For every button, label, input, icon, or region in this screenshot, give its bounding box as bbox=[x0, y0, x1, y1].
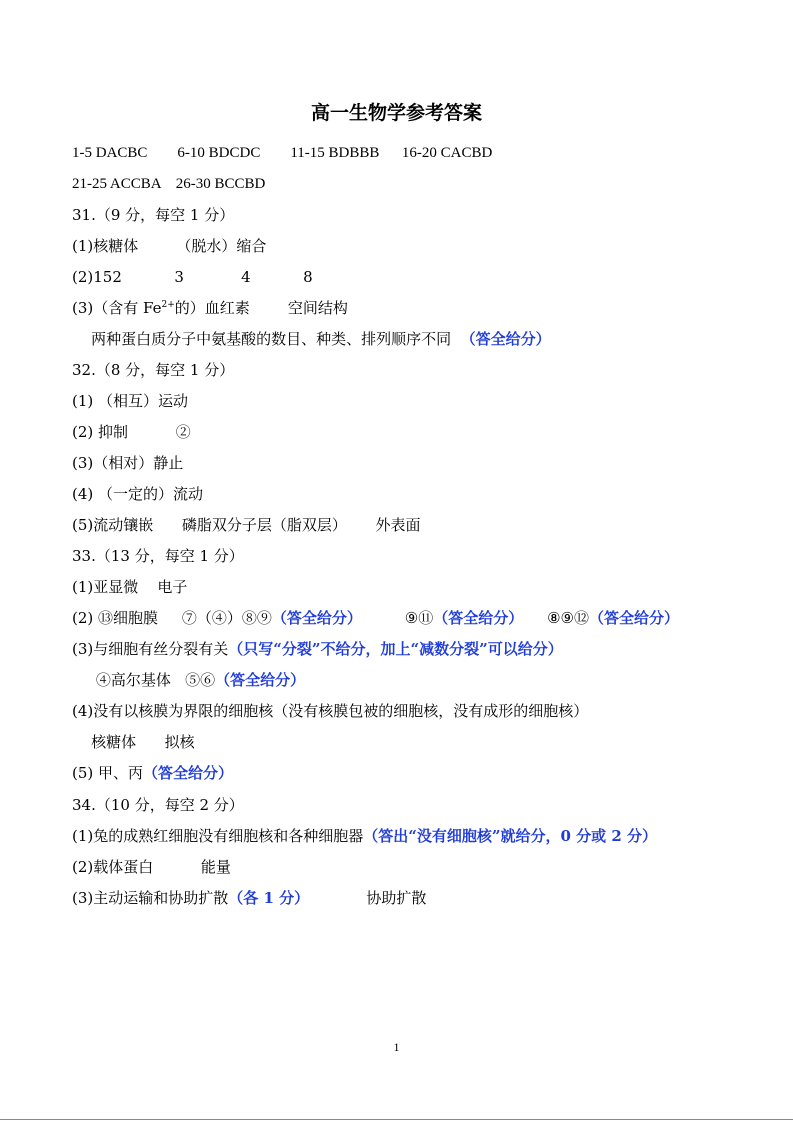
q32-answer-5: (5)流动镶嵌 磷脂双分子层（脂双层） 外表面 bbox=[72, 516, 421, 534]
q33-answer-3-cont-a: ④高尔基体 ⑤⑥ bbox=[72, 671, 216, 689]
q32-answer-1: (1) （相互）运动 bbox=[72, 392, 189, 410]
q31-answer-3-a: (3)（含有 Fe bbox=[72, 299, 162, 317]
fe-charge-superscript: 2+ bbox=[161, 300, 175, 310]
q31-answer-3-b: 的）血红素 空间结构 bbox=[174, 299, 348, 317]
q33-answer-4-cont: 核糖体 拟核 bbox=[72, 733, 195, 751]
q33-header: 33.（13 分，每空 1 分） bbox=[72, 547, 244, 565]
grading-note: （只写“分裂”不给分，加上“减数分裂”可以给分） bbox=[228, 640, 563, 658]
q34-answer-2: (2)载体蛋白 能量 bbox=[72, 858, 231, 876]
grading-note: （答全给分） bbox=[271, 609, 362, 627]
q33-answer-2-c: ⑧⑨⑫ bbox=[523, 609, 590, 627]
q33-answer-3 bbox=[72, 639, 563, 659]
q33-answer-1: (1)亚显微 电子 bbox=[72, 578, 188, 596]
grading-note: （答全给分） bbox=[215, 671, 306, 689]
mc-answers-line-1: 1-5 DACBC 6-10 BDCDC 11-15 BDBBB 16-20 CACBD bbox=[72, 145, 493, 161]
grading-note: （答全给分） bbox=[433, 609, 524, 627]
q32-answer-2: (2) 抑制 ② bbox=[72, 423, 191, 441]
q31-answer-4-text: 两种蛋白质分子中氨基酸的数目、种类、排列顺序不同 bbox=[72, 330, 461, 348]
bottom-divider bbox=[0, 1119, 793, 1120]
page-number: 1 bbox=[393, 1040, 400, 1054]
q33-answer-2 bbox=[72, 608, 679, 628]
q34-answer-3-a: (3)主动运输和协助扩散 bbox=[72, 889, 229, 907]
grading-note: （答出“没有细胞核”就给分，0 分或 2 分） bbox=[363, 827, 658, 845]
q33-answer-5 bbox=[72, 763, 233, 783]
q31-header: 31.（9 分，每空 1 分） bbox=[72, 206, 235, 224]
q33-answer-4: (4)没有以核膜为界限的细胞核（没有核膜包被的细胞核，没有成形的细胞核） bbox=[72, 702, 589, 720]
q34-header: 34.（10 分，每空 2 分） bbox=[72, 796, 244, 814]
q33-answer-2-b: ⑨⑪ bbox=[361, 609, 434, 627]
q33-answer-5-a: (5) 甲、丙 bbox=[72, 764, 144, 782]
q32-answer-4: (4) （一定的）流动 bbox=[72, 485, 204, 503]
grading-note: （各 1 分） bbox=[228, 889, 310, 907]
q31-answer-2: (2)152 3 4 8 bbox=[72, 268, 313, 286]
q32-header: 32.（8 分，每空 1 分） bbox=[72, 361, 235, 379]
grading-note: （答全给分） bbox=[460, 330, 551, 348]
q32-answer-3: (3)（相对）静止 bbox=[72, 454, 184, 472]
q33-answer-3-cont bbox=[72, 670, 305, 690]
q31-answer-4 bbox=[72, 329, 551, 349]
q31-answer-3 bbox=[72, 298, 348, 318]
grading-note: （答全给分） bbox=[589, 609, 680, 627]
q34-answer-1-a: (1)兔的成熟红细胞没有细胞核和各种细胞器 bbox=[72, 827, 364, 845]
mc-answers-line-2: 21-25 ACCBA 26-30 BCCBD bbox=[72, 176, 266, 192]
q34-answer-3 bbox=[72, 888, 426, 908]
document-title: 高一生物学参考答案 bbox=[310, 102, 482, 124]
q34-answer-1 bbox=[72, 826, 657, 846]
q34-answer-3-b: 协助扩散 bbox=[309, 889, 427, 907]
q33-answer-3-a: (3)与细胞有丝分裂有关 bbox=[72, 640, 229, 658]
q31-answer-1: (1)核糖体 （脱水）缩合 bbox=[72, 237, 267, 255]
grading-note: （答全给分） bbox=[143, 764, 234, 782]
q33-answer-2-a: (2) ⑬细胞膜 ⑦（④）⑧⑨ bbox=[72, 609, 272, 627]
